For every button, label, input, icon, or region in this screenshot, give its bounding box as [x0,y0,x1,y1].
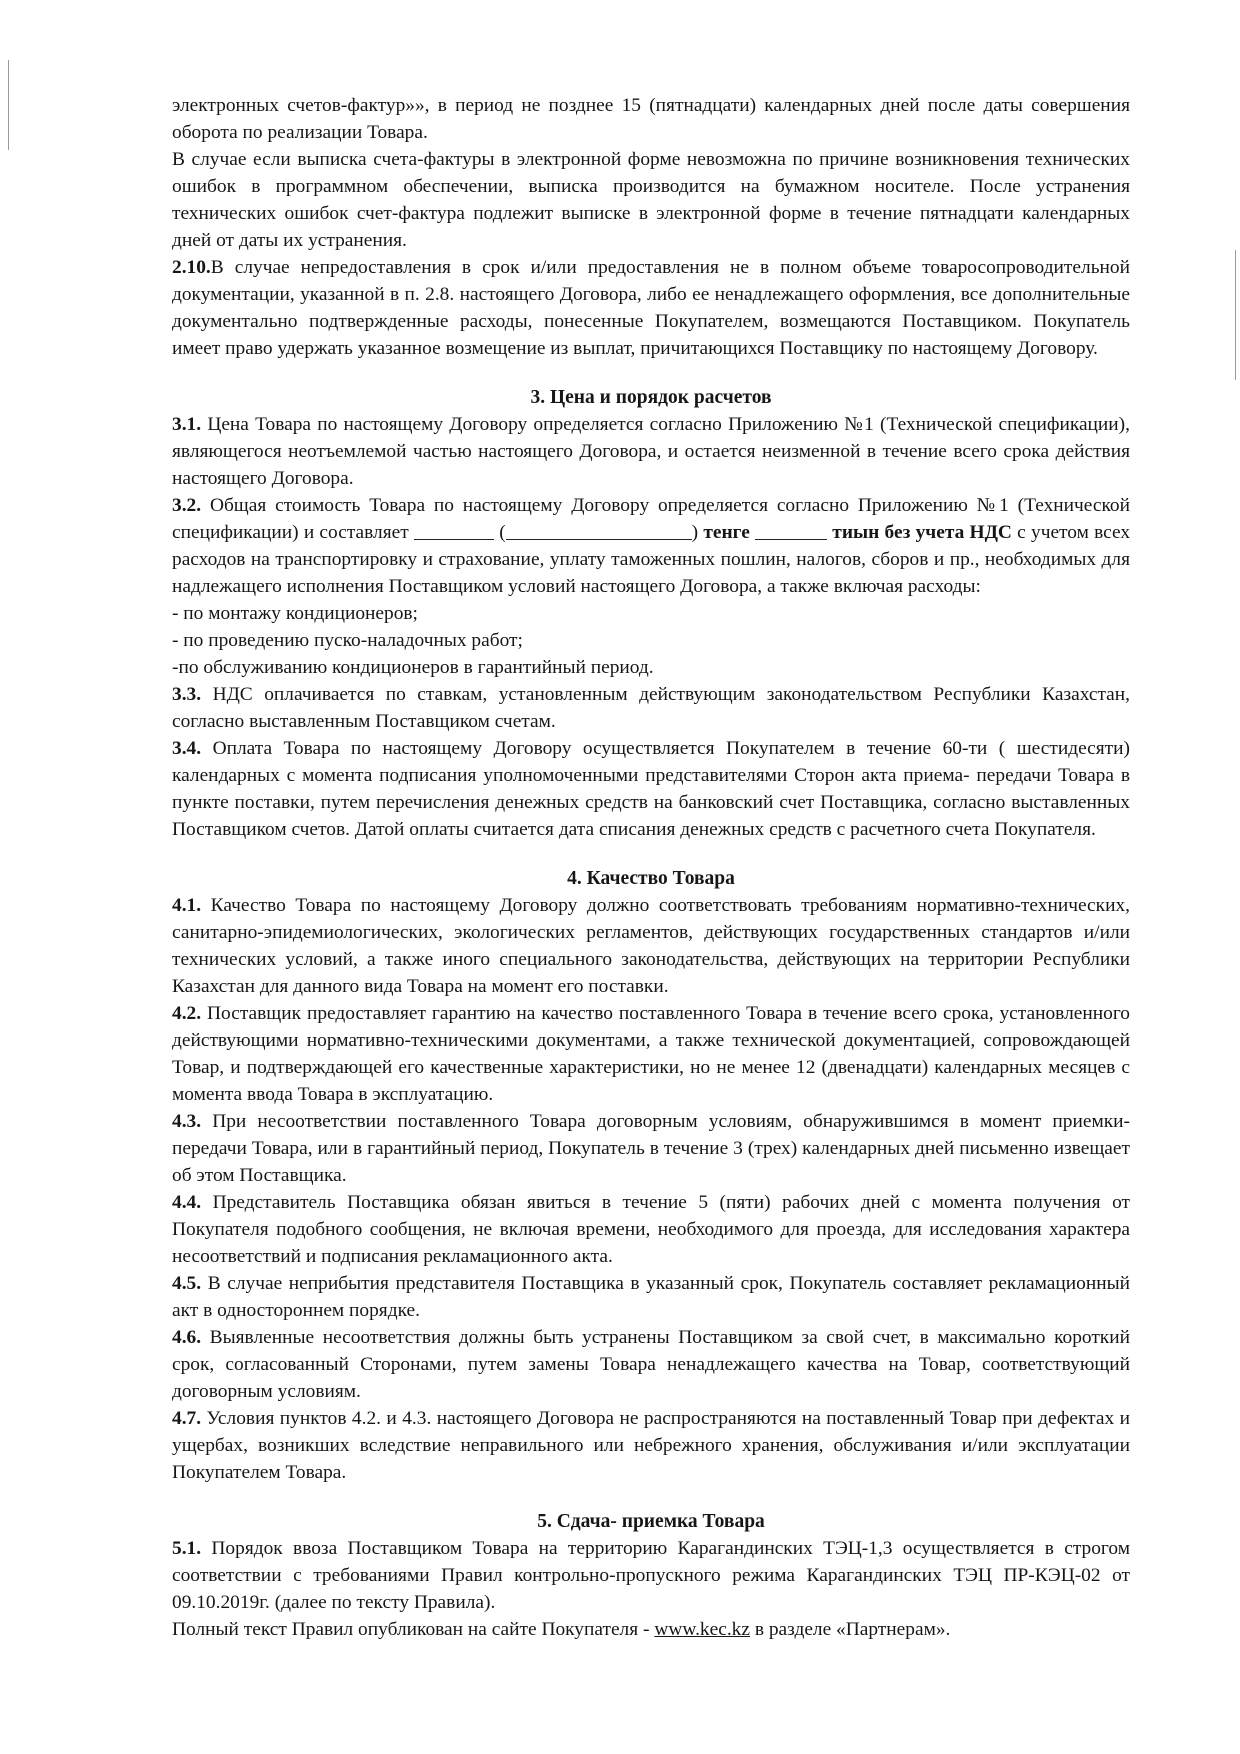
clause-text: НДС оплачивается по ставкам, установленным действующим законодательством Республики Казахстан, согласно выставленным Поставщиком счетам. [172,684,1130,732]
clause-number: 4.4. [172,1192,202,1213]
clause-number: 3.2. [172,495,202,516]
clause-text: Поставщик предоставляет гарантию на качество поставленного Товара в течение всего срока, установленного действующими нормативно-техническими документами, а также технической документацией, сопровождающей Товар, и подтверждающей его качественные характеристики, но не менее 12 (двенадцати) календарных месяцев с момента ввода Товара в эксплуатацию. [172,1003,1130,1105]
clause-4-1 [172,892,1130,1000]
tenge-label: тенге [703,522,750,543]
clause-text: Порядок ввоза Поставщиком Товара на территорию Карагандинских ТЭЦ-1,3 осуществляется в строгом соответствии с требованиями Правил контрольно-пропускного режима Карагандинских ТЭЦ ПР-КЭЦ-02 от 09.10.2019г. (далее по тексту Правила). [172,1538,1130,1613]
amount-words-blank [506,520,692,540]
intro-paragraph: В случае если выписка счета-фактуры в электронной форме невозможна по причине возникновения технических ошибок в программном обеспечении, выписка производится на бумажном носителе. После устранения технических ошибок счет-фактура подлежит выписке в электронной форме в течение пятнадцати календарных дней от даты их устранения. [172,149,1130,251]
clause-3-2 [172,492,1130,600]
website-link[interactable]: www.kec.kz [654,1619,750,1640]
clause-3-3 [172,681,1130,735]
section-5-title: 5. Сдача- приемка Товара [537,1511,765,1532]
clause-number: 3.1. [172,414,202,435]
tiyn-label: тиын без учета НДС [832,522,1012,543]
list-item: - по монтажу кондиционеров; [172,603,418,624]
clause-text: Общая стоимость Товара по настоящему Договору определяется согласно Приложению №1 (Технической спецификации) и составляет [172,495,1130,543]
clause-number: 4.5. [172,1273,202,1294]
paren-open: ( [499,522,506,543]
clause-text-continued: с учетом всех расходов на транспортировку и страхование, уплату таможенных пошлин, налогов, сборов и пр., необходимых для надлежащего исполнения Поставщиком условий настоящего Договора, а также включая расходы: [172,522,1131,597]
clause-text: Представитель Поставщика обязан явиться в течение 5 (пяти) рабочих дней с момента получения от Покупателя подобного сообщения, не включая времени, необходимого для проезда, для исследования характера несоответствий и подписания рекламационного акта. [172,1192,1130,1267]
clause-4-6 [172,1324,1130,1405]
scan-edge-mark [8,60,9,150]
section-3-title: 3. Цена и порядок расчетов [530,387,772,408]
amount-blank [414,520,494,540]
clause-text: Условия пунктов 4.2. и 4.3. настоящего Договора не распространяются на поставленный Товар при дефектах и ущербах, возникших вследствие неправильного или небрежного хранения, обслуживания и/или эксплуатации Покупателем Товара. [172,1408,1130,1483]
clause-text: Оплата Товара по настоящему Договору осуществляется Покупателем в течение 60-ти ( шестидесяти) календарных с момента подписания уполномоченными представителями Сторон акта приема- передачи Товара в пункте поставки, путем перечисления денежных средств на банковский счет Поставщика, согласно выставленных Поставщиком счетов. Датой оплаты считается дата списания денежных средств с расчетного счета Покупателя. [172,738,1130,840]
clause-text: Качество Товара по настоящему Договору должно соответствовать требованиям нормативно-технических, санитарно-эпидемиологических, экологических регламентов, действующих государственных стандартов и/или технических условий, а также иного специального законодательства, действующих на территории Республики Казахстан для данного вида Товара на момент его поставки. [172,895,1130,997]
rules-publication-note [172,1616,1130,1643]
clause-number: 4.2. [172,1003,202,1024]
clause-number: 4.7. [172,1408,202,1429]
section-4-title: 4. Качество Товара [567,868,735,889]
list-item: - по проведению пуско-наладочных работ; [172,630,523,651]
clause-number: 2.10. [172,257,211,278]
note-text-end: в разделе «Партнерам». [754,1619,951,1640]
clause-4-5 [172,1270,1130,1324]
clause-number: 5.1. [172,1538,202,1559]
clause-4-4 [172,1189,1130,1270]
clause-2-10 [172,254,1130,362]
clause-number: 4.1. [172,895,202,916]
clause-text: Выявленные несоответствия должны быть устранены Поставщиком за свой счет, в максимально короткий срок, согласованный Сторонами, путем замены Товара ненадлежащего качества на Товар, соответствующий договорным условиям. [172,1327,1130,1402]
clause-number: 3.3. [172,684,202,705]
clause-5-1 [172,1535,1130,1616]
clause-number: 3.4. [172,738,202,759]
scan-edge-mark [1235,250,1236,380]
tiyn-blank [755,520,827,540]
clause-4-2 [172,1000,1130,1108]
clause-4-3 [172,1108,1130,1189]
note-text: Полный текст Правил опубликован на сайте Покупателя - [172,1619,650,1640]
clause-3-1 [172,411,1130,492]
clause-text: Цена Товара по настоящему Договору определяется согласно Приложению №1 (Технической спецификации), являющегося неотъемлемой частью настоящего Договора, и остается неизменной в течение всего срока действия настоящего Договора. [172,414,1130,489]
intro-line1: электронных счетов-фактур»», в период не позднее 15 (пятнадцати) календарных дней после даты совершения оборота по реализации Товара. [172,95,1130,143]
clause-text: При несоответствии поставленного Товара договорным условиям, обнаружившимся в момент приемки-передачи Товара, или в гарантийный период, Покупатель в течение 3 (трех) календарных дней письменно извещает об этом Поставщика. [172,1111,1130,1186]
list-item: -по обслуживанию кондиционеров в гарантийный период. [172,657,654,678]
clause-number: 4.6. [172,1327,202,1348]
paren-close: ) [691,522,699,543]
clause-text: В случае неприбытия представителя Поставщика в указанный срок, Покупатель составляет рекламационный акт в одностороннем порядке. [172,1273,1130,1321]
clause-4-7 [172,1405,1130,1486]
clause-number: 4.3. [172,1111,202,1132]
clause-3-4 [172,735,1130,843]
clause-text: В случае непредоставления в срок и/или предоставления не в полном объеме товаросопроводительной документации, указанной в п. 2.8. настоящего Договора, либо ее ненадлежащего оформления, все дополнительные документально подтвержденные расходы, понесенные Покупателем, возмещаются Поставщиком. Покупатель имеет право удержать указанное возмещение из выплат, причитающихся Поставщику по настоящему Договору. [172,257,1130,359]
